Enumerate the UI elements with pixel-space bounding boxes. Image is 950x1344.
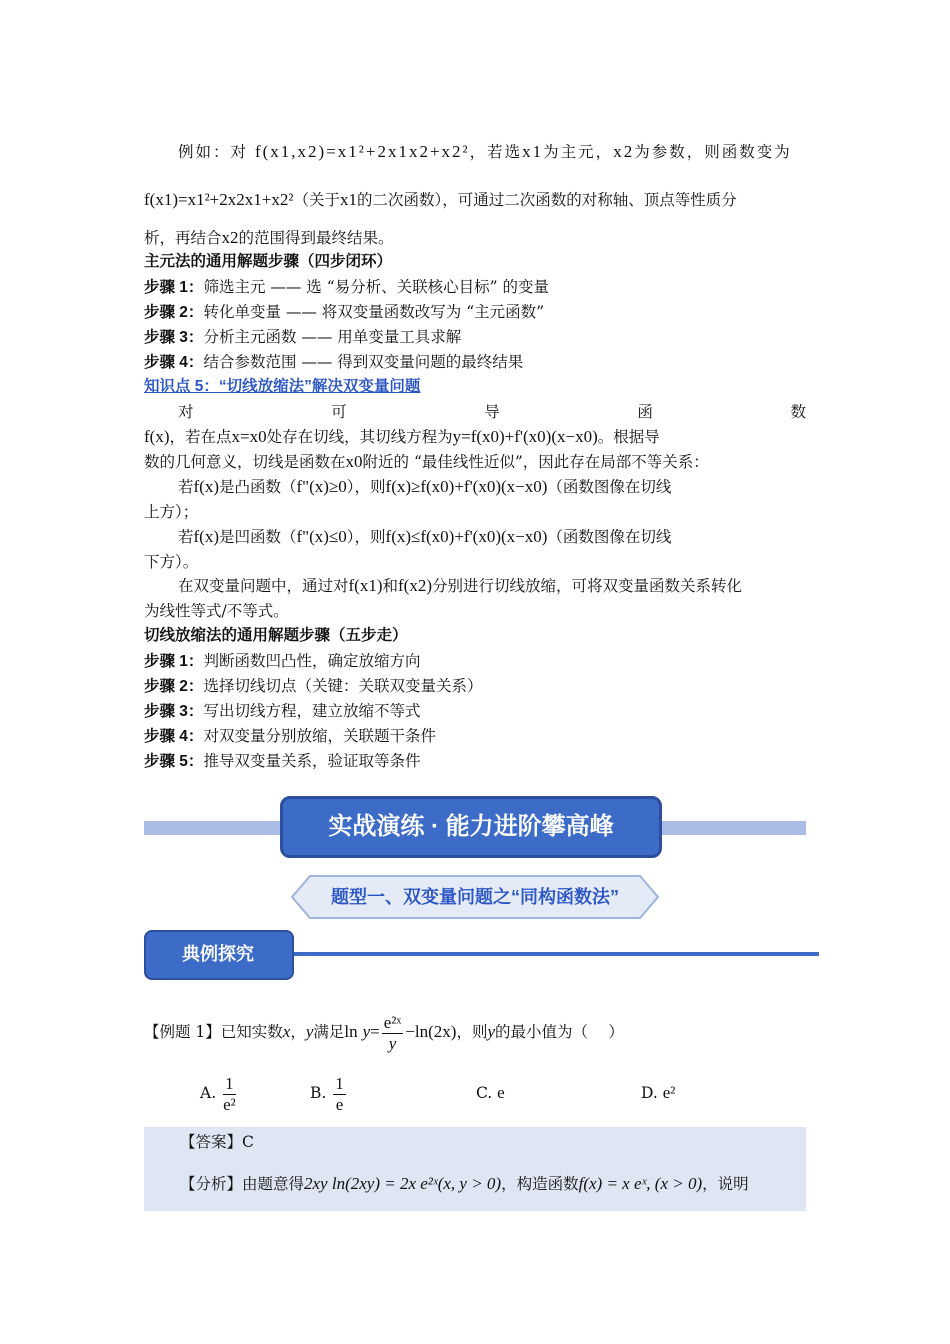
math-y: y	[305, 1022, 314, 1041]
zhuyuan-step-2	[144, 300, 806, 325]
step-label: 步骤 4：	[144, 354, 204, 371]
kp5-heading: 知识点 5：“切线放缩法”解决双变量问题	[144, 378, 421, 395]
example-intro-line	[144, 140, 806, 164]
text: 是凹函数（	[219, 528, 297, 546]
math-x: x	[282, 1022, 291, 1041]
kp5-spread-line	[144, 400, 806, 424]
step-label: 步骤 3：	[144, 703, 204, 720]
analysis-line	[180, 1166, 806, 1202]
step-text: 对双变量分别放缩，关联题干条件	[203, 727, 436, 745]
math-f-x1: f(x1)	[348, 576, 383, 595]
note-text: （关于	[293, 191, 340, 209]
concave-line	[144, 525, 806, 549]
text: （函数图像在切线	[547, 528, 672, 546]
text: ），则	[346, 478, 386, 496]
text: 处存在切线，其切线方程为	[266, 428, 453, 446]
math-fx: f(x)	[193, 477, 219, 496]
intro-text-2: ，若选	[469, 143, 523, 161]
text: 析，再结合	[144, 229, 222, 247]
qiexian-heading: 切线放缩法的通用解题步骤（五步走）	[144, 627, 408, 644]
fx1-line	[144, 188, 806, 212]
step-text: 筛选主元 —— 选 “易分析、关联核心目标” 的变量	[203, 278, 549, 296]
step-text: 分析主元函数 —— 用单变量工具求解	[203, 328, 462, 346]
math-fx: f(x)	[193, 527, 219, 546]
intro-text-3: 为主元，	[543, 143, 614, 161]
math-minus-ln: −ln(2x)	[405, 1022, 457, 1041]
text: 若	[178, 528, 194, 546]
option-d[interactable]	[641, 1068, 675, 1118]
option-b[interactable]	[310, 1068, 348, 1118]
option-key: C.	[476, 1084, 493, 1102]
math-x2: x2	[613, 142, 635, 161]
option-key: A.	[200, 1084, 217, 1102]
math-x1: x1	[522, 142, 544, 161]
fraction-denominator: y	[388, 1033, 397, 1053]
math-f-x2: f(x2)	[398, 576, 432, 595]
step-text: 结合参数范围 —— 得到双变量问题的最终结果	[203, 353, 524, 371]
text: （函数图像在切线	[547, 478, 672, 496]
analysis-lead: 【分析】由题意得	[180, 1175, 305, 1193]
text: 在双变量问题中，通过对	[178, 577, 349, 595]
char: 数	[790, 403, 806, 421]
fraction-numerator: 1	[335, 1073, 344, 1093]
answer-text: 【答案】C	[180, 1133, 254, 1151]
math-fpp-ge-0: f"(x)≥0	[296, 477, 347, 496]
text: 数的几何意义，切线是函数在	[144, 453, 346, 471]
example-tab: 典例探究	[144, 930, 294, 980]
math-y: y	[362, 1022, 371, 1041]
math-eq: =	[370, 1022, 380, 1041]
kp5-line-3	[144, 450, 806, 474]
text: ，则	[456, 1023, 488, 1041]
math-x-eq-x0: x=x0	[231, 427, 267, 446]
text: ），则	[346, 528, 386, 546]
char: 函	[637, 403, 653, 421]
step-label: 步骤 1：	[144, 279, 204, 296]
text: 附近的 “最佳线性近似”，因此存在局部不等关系：	[362, 453, 709, 471]
double-var-line	[144, 574, 806, 598]
convex-line-2: 上方）；	[144, 503, 199, 521]
step-label: 步骤 4：	[144, 728, 204, 745]
math-x1: x1	[339, 190, 357, 209]
text: ，	[290, 1023, 306, 1041]
math-f-x1: f(x1)=x1²+2x2x1+x2²	[144, 190, 294, 209]
step-label: 步骤 2：	[144, 304, 204, 321]
step-label: 步骤 1：	[144, 653, 204, 670]
math-fpp-le-0: f"(x)≤0	[296, 527, 347, 546]
text: ，构造函数	[501, 1175, 579, 1193]
math-x0: x0	[345, 452, 363, 471]
qiexian-step-2	[144, 674, 806, 699]
math-x2: x2	[221, 228, 239, 247]
math-analysis-eq: 2xy ln(2xy) = 2x e²ˣ(x, y > 0)	[304, 1174, 502, 1193]
char: 导	[484, 403, 500, 421]
math-fx: f(x)	[144, 427, 170, 446]
step-label: 步骤 3：	[144, 329, 204, 346]
step-text: 写出切线方程，建立放缩不等式	[203, 702, 421, 720]
step-label: 步骤 5：	[144, 753, 204, 770]
math-tangent-eq: y=f(x0)+f'(x0)(x−x0)	[452, 427, 598, 446]
step-text: 选择切线切点（关键：关联双变量关系）	[203, 677, 483, 695]
example-lead: 【例题 1】已知实数	[144, 1023, 283, 1041]
math-ln: ln	[344, 1022, 358, 1041]
char: 可	[331, 403, 347, 421]
step-text: 判断函数凹凸性，确定放缩方向	[203, 652, 421, 670]
option-b-fraction	[333, 1074, 346, 1115]
intro-text-4: 为参数，则函数变为	[634, 143, 792, 161]
step-text: 转化单变量 —— 将双变量函数改写为 “主元函数”	[203, 303, 545, 321]
tab-rule	[294, 952, 819, 956]
double-var-line-2: 为线性等式/不等式。	[144, 602, 289, 620]
text: 的范围得到最终结果。	[238, 229, 394, 247]
type-title-hexagon	[290, 874, 660, 920]
text: 。根据导	[597, 428, 660, 446]
fraction-numerator: e²ˣ	[383, 1012, 402, 1032]
option-c[interactable]	[476, 1068, 505, 1118]
math-concave-ineq: f(x)≤f(x0)+f'(x0)(x−x0)	[385, 527, 548, 546]
option-value: e	[497, 1083, 505, 1102]
kp5-line-2	[144, 425, 806, 449]
text: ，若在点	[169, 428, 232, 446]
option-a-fraction	[223, 1074, 236, 1115]
zhuyuan-heading: 主元法的通用解题步骤（四步闭环）	[144, 253, 393, 270]
type-title: 题型一、双变量问题之“同构函数法”	[331, 887, 619, 907]
option-key: D.	[641, 1084, 658, 1102]
text: ，说明	[702, 1175, 749, 1193]
section-banner: 实战演练 · 能力进阶攀高峰	[280, 796, 662, 858]
intro-text: 例如：对	[178, 143, 249, 161]
zhuyuan-step-4	[144, 350, 806, 375]
option-key: B.	[310, 1084, 327, 1102]
math-y: y	[487, 1022, 495, 1041]
option-a[interactable]	[200, 1068, 238, 1118]
text: 若	[178, 478, 194, 496]
math-convex-ineq: f(x)≥f(x0)+f'(x0)(x−x0)	[385, 477, 548, 496]
note-text-2: 的二次函数），可通过二次函数的对称轴、顶点等性质分	[356, 191, 737, 209]
qiexian-step-3	[144, 699, 806, 724]
qiexian-step-4	[144, 724, 806, 749]
text: 和	[382, 577, 399, 595]
text: 是凸函数（	[219, 478, 297, 496]
zhuyuan-step-3	[144, 325, 806, 350]
step-label: 步骤 2：	[144, 678, 204, 695]
option-value: e²	[662, 1083, 676, 1102]
text: 分别进行切线放缩，可将双变量函数关系转化	[432, 577, 743, 595]
char: 对	[178, 403, 194, 421]
qiexian-step-5	[144, 749, 806, 774]
math-fraction	[382, 1013, 404, 1054]
text: 的最小值为（ ）	[495, 1023, 624, 1041]
math-f-x1-x2: f(x1,x2)=x1²+2x1x2+x2²	[254, 142, 470, 161]
zhuyuan-step-1	[144, 275, 806, 300]
example-1	[144, 1004, 806, 1060]
qiexian-step-1	[144, 649, 806, 674]
convex-line	[144, 475, 806, 499]
fraction-denominator: e	[335, 1094, 344, 1114]
math-construct-fn: f(x) = x eˣ, (x > 0)	[578, 1174, 703, 1193]
fraction-numerator: 1	[223, 1074, 236, 1095]
text: 满足	[313, 1023, 345, 1041]
fraction-denominator: e²	[223, 1094, 236, 1114]
concave-line-2: 下方）。	[144, 553, 199, 571]
step-text: 推导双变量关系，验证取等条件	[203, 752, 421, 770]
fx1-line-2	[144, 226, 806, 250]
